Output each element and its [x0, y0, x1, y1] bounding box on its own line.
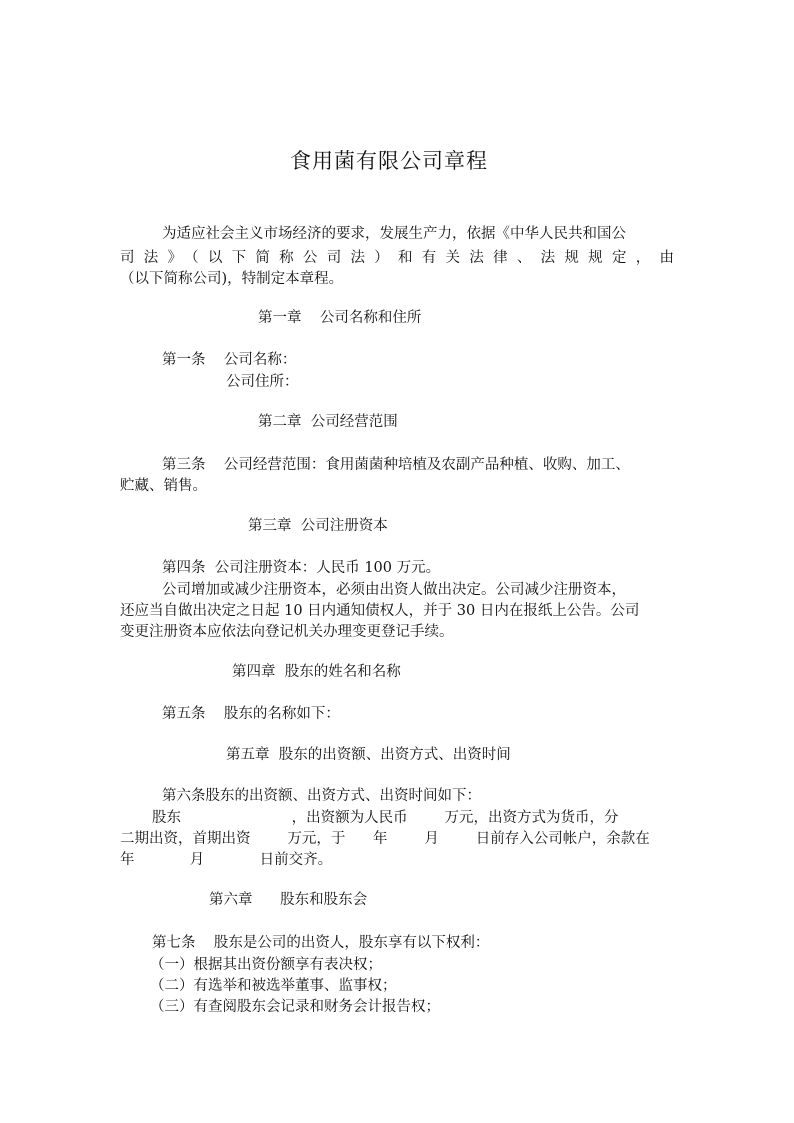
document-title: 食用菌有限公司章程 [290, 149, 488, 173]
chapter-2-heading: 第二章 公司经营范围 [258, 414, 398, 430]
preamble-line-3: （以下简称公司)，特制定本章程。 [120, 271, 344, 287]
capital-paragraph-line-3: 变更注册资本应依法向登记机关办理变更登记手续。 [120, 624, 454, 640]
article-3-line-1: 第三条 公司经营范围：食用菌菌种培植及农副产品种植、收购、加工、 [162, 457, 630, 473]
contribution-line-1: 股东 ，出资额为人民币 万元，出资方式为货币，分 [152, 810, 619, 826]
article-7: 第七条 股东是公司的出资人，股东享有以下权利： [152, 935, 490, 951]
chapter-1-heading: 第一章 公司名称和住所 [258, 310, 422, 326]
article-3-line-2: 贮藏、销售。 [120, 478, 207, 494]
article-1-company-name: 第一条 公司名称： [162, 352, 297, 368]
capital-paragraph-line-2: 还应当自做出决定之日起 10 日内通知债权人，并于 30 日内在报纸上公告。公司 [120, 603, 640, 619]
right-item-3: （三）有查阅股东会记录和财务会计报告权； [150, 999, 440, 1015]
contribution-line-2: 二期出资，首期出资 万元，于 年 月 日前存入公司帐户，余款在 [120, 831, 650, 847]
right-item-2: （二）有选举和被选举董事、监事权； [150, 978, 397, 994]
article-5: 第五条 股东的名称如下： [162, 706, 340, 722]
article-4: 第四条 公司注册资本：人民币 100 万元。 [162, 560, 441, 576]
preamble-line-1: 为适应社会主义市场经济的要求，发展生产力，依据《中华人民共和国公 [162, 226, 626, 242]
capital-paragraph-line-1: 公司增加或减少注册资本，必须由出资人做出决定。公司减少注册资本， [162, 582, 626, 598]
chapter-5-heading: 第五章 股东的出资额、出资方式、出资时间 [226, 747, 511, 763]
preamble-line-2: 司法》（以下简称公司法）和有关法律、法规规定，由 [120, 250, 674, 266]
chapter-4-heading: 第四章 股东的姓名和名称 [232, 664, 401, 680]
article-6: 第六条股东的出资额、出资方式、出资时间如下： [162, 788, 481, 804]
chapter-6-heading: 第六章 股东和股东会 [209, 892, 368, 908]
chapter-3-heading: 第三章 公司注册资本 [248, 518, 388, 534]
company-address: 公司住所： [226, 374, 299, 390]
right-item-1: （一）根据其出资份额享有表决权； [150, 957, 382, 973]
contribution-line-3: 年 月 日前交齐。 [120, 852, 333, 868]
